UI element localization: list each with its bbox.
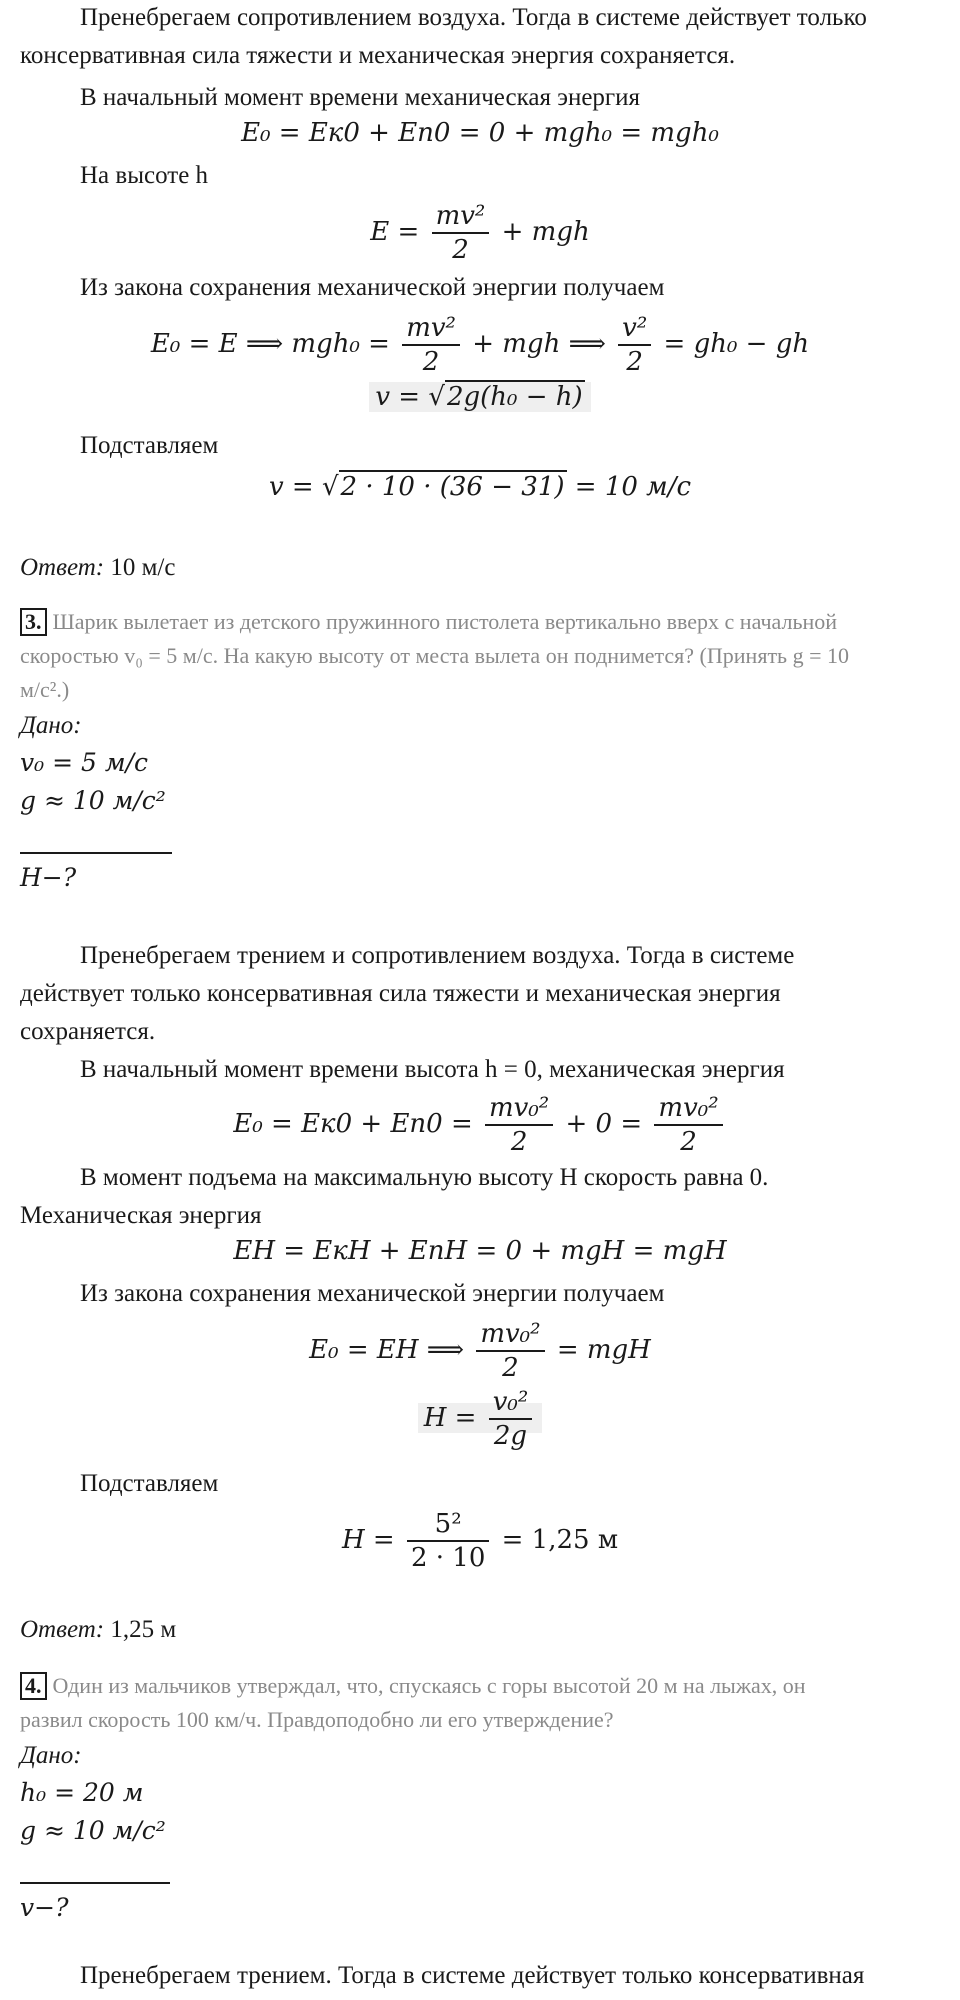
task-question-line: скоростью v₀ = 5 м/с. На какую высоту от места вылета он поднимется? (Принять g = 10: [20, 643, 849, 668]
fraction-denominator: 2g: [493, 1421, 528, 1451]
equation-velocity-formula: [0, 380, 960, 412]
fraction: [618, 312, 651, 378]
eq-part: = 10 м/с: [574, 472, 692, 502]
eq-part: = 1,25 м: [501, 1525, 619, 1555]
answer-value: 1,25 м: [104, 1616, 177, 1643]
paragraph-line: В момент подъема на максимальную высоту H скорость равна 0.: [80, 1164, 769, 1191]
equation-height-formula: [0, 1386, 960, 1452]
fraction: [489, 1386, 533, 1452]
fraction-denominator: 2: [452, 235, 469, 265]
given-value: g ≈ 10 м/с²: [20, 1816, 166, 1845]
fraction-denominator: 2: [680, 1127, 697, 1157]
task-question-line: [20, 1668, 806, 1704]
given-value: h₀ = 20 м: [20, 1778, 144, 1807]
fraction-denominator: 2: [510, 1127, 528, 1157]
eq-part: E₀ = E ⟹ mgh₀ =: [150, 329, 390, 359]
answer-value: 10 м/с: [104, 554, 176, 581]
equation-energy-top: EH = EкH + EпH = 0 + mgH = mgH: [233, 1236, 727, 1266]
fraction: [476, 1318, 544, 1384]
eq-part: E =: [370, 217, 420, 247]
paragraph-line: Механическая энергия: [20, 1202, 262, 1229]
task-question-line: развил скорость 100 км/ч. Правдоподобно ли его утверждение?: [20, 1707, 614, 1732]
task-question-line: [20, 604, 837, 640]
eq-part: H =: [423, 1403, 477, 1433]
paragraph-line: Пренебрегаем сопротивлением воздуха. Тогда в системе действует только: [80, 4, 867, 31]
paragraph-line: консервативная сила тяжести и механическая энергия сохраняется.: [20, 42, 736, 69]
fraction: [485, 1092, 553, 1158]
fraction-numerator: v₀²: [489, 1386, 533, 1420]
answer-label: Ответ:: [20, 1616, 105, 1643]
paragraph-line: Из закона сохранения механической энергии получаем: [80, 1280, 665, 1307]
fraction-denominator: 2: [626, 347, 643, 377]
fraction-numerator: mv₀²: [476, 1318, 544, 1352]
eq-part: H =: [341, 1525, 395, 1555]
given-divider: [20, 1882, 170, 1884]
find-value: v−?: [20, 1893, 69, 1922]
equation-height-substituted: [0, 1508, 960, 1574]
fraction-denominator: 2: [502, 1353, 519, 1383]
eq-part: + mgh ⟹: [472, 329, 606, 359]
paragraph-line: В начальный момент времени высота h = 0, механическая энергия: [80, 1056, 785, 1083]
find-value: H−?: [20, 863, 77, 892]
equation-velocity-substituted: [0, 470, 960, 502]
equation-energy-initial: E₀ = Eк0 + Eп0 = 0 + mgh₀ = mgh₀: [241, 118, 719, 148]
task-number: 4.: [20, 1672, 47, 1700]
eq-part: + 0 =: [565, 1109, 643, 1139]
eq-part: = gh₀ − gh: [663, 329, 810, 359]
paragraph-line: Пренебрегаем трением. Тогда в системе действует только консервативная: [80, 1962, 865, 1989]
equation-conservation: [0, 312, 960, 378]
fraction-numerator: mv₀²: [485, 1092, 553, 1126]
paragraph-line: Подставляем: [80, 1470, 219, 1497]
given-label: Дано:: [20, 712, 82, 739]
fraction-numerator: v²: [618, 312, 651, 346]
sqrt-sign: √: [428, 382, 445, 412]
given-label: Дано:: [20, 1742, 82, 1769]
fraction-numerator: mv²: [402, 312, 460, 346]
eq-part: E₀ = EH ⟹: [309, 1335, 465, 1365]
paragraph-line: сохраняется.: [20, 1018, 156, 1045]
eq-part: v =: [375, 382, 421, 412]
equation-energy-initial: [0, 1092, 960, 1158]
paragraph-line: действует только консервативная сила тяжести и механическая энергия: [20, 980, 781, 1007]
fraction-denominator: 2 · 10: [410, 1543, 486, 1573]
eq-part: + mgh: [501, 217, 590, 247]
eq-part: v =: [268, 472, 314, 502]
answer-label: Ответ:: [20, 554, 105, 581]
answer-line: [20, 1612, 176, 1648]
equation-energy-at-h: [0, 200, 960, 266]
fraction: [407, 1508, 489, 1574]
sqrt-radicand: 2 · 10 · (36 − 31): [340, 472, 565, 502]
question-text: Шарик вылетает из детского пружинного пистолета вертикально вверх с начальной: [52, 609, 838, 634]
task-question-line: м/с².): [20, 677, 70, 702]
eq-part: E₀ = Eк0 + Eп0 =: [233, 1109, 473, 1139]
paragraph-line: В начальный момент времени механическая энергия: [80, 84, 641, 111]
sqrt-sign: √: [321, 472, 339, 502]
question-text: Один из мальчиков утверждал, что, спускаясь с горы высотой 20 м на лыжах, он: [52, 1673, 806, 1698]
highlighted-formula: [418, 1387, 543, 1451]
fraction: [654, 1092, 722, 1158]
fraction-denominator: 2: [422, 347, 440, 377]
answer-line: [20, 550, 175, 586]
fraction: [432, 200, 490, 266]
eq-part: = mgH: [556, 1335, 651, 1365]
fraction-numerator: mv²: [432, 200, 490, 234]
given-value: v₀ = 5 м/с: [20, 748, 148, 777]
fraction: [402, 312, 460, 378]
given-value: g ≈ 10 м/с²: [20, 786, 166, 815]
fraction-numerator: 5²: [407, 1508, 489, 1542]
equation-conservation: [0, 1318, 960, 1384]
paragraph-line: Пренебрегаем трением и сопротивлением воздуха. Тогда в системе: [80, 942, 795, 969]
highlighted-formula: [369, 382, 590, 412]
paragraph-line: Из закона сохранения механической энергии получаем: [80, 274, 665, 301]
sqrt-radicand: 2g(h₀ − h): [446, 382, 583, 412]
paragraph-line: Подставляем: [80, 432, 219, 459]
task-number: 3.: [20, 608, 47, 636]
given-divider: [20, 852, 172, 854]
fraction-numerator: mv₀²: [654, 1092, 722, 1126]
paragraph-line: На высоте h: [80, 162, 209, 189]
